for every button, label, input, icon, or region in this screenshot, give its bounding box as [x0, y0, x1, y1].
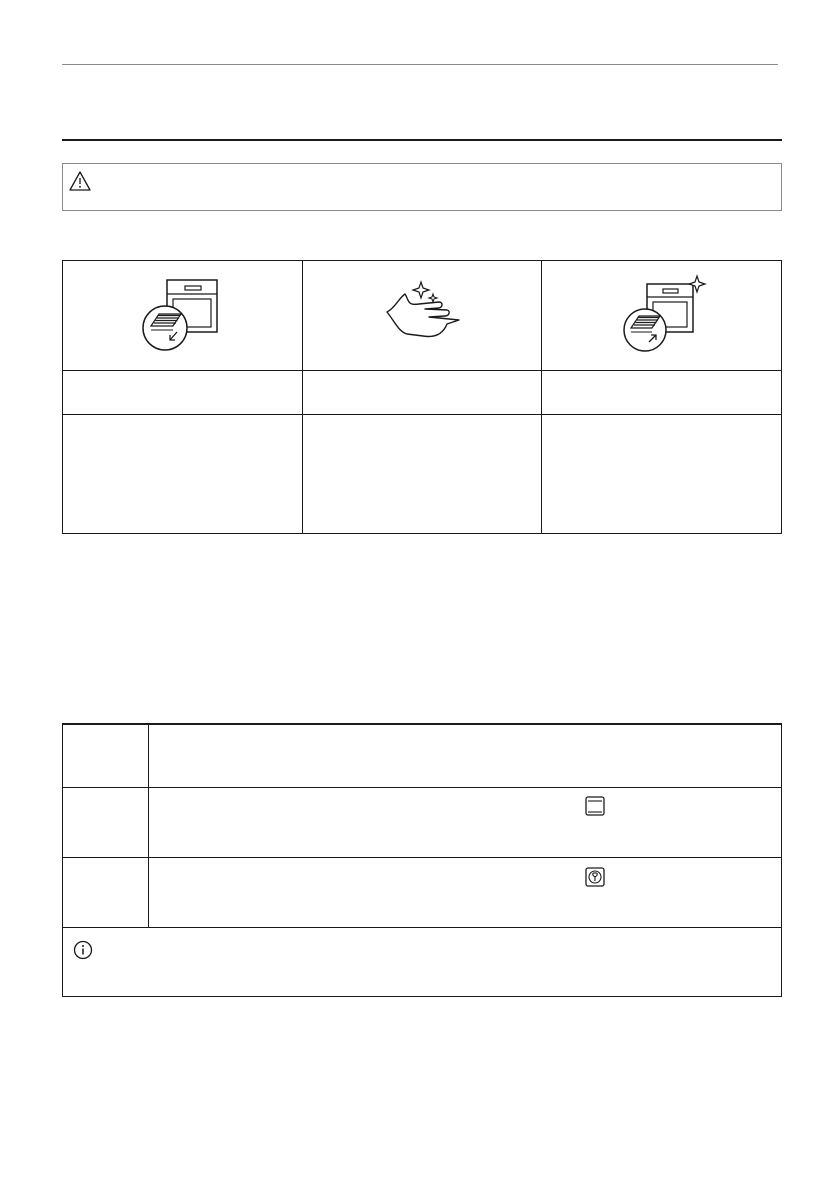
warning-box	[62, 163, 782, 211]
step-2-description	[302, 415, 542, 534]
fan-function-icon	[584, 866, 606, 888]
step-3-description	[542, 415, 782, 534]
usage-step-1-number	[63, 724, 149, 787]
usage-step-2-cell	[149, 787, 782, 857]
step-3-label	[542, 371, 782, 415]
hand-wipe-sparkle-icon	[377, 274, 467, 354]
usage-step-2-number	[63, 787, 149, 857]
oven-remove-accessory-icon	[137, 274, 227, 354]
step-2-icon-cell	[302, 261, 542, 371]
step-1-icon-cell	[63, 261, 303, 371]
step-3-icon-cell	[542, 261, 782, 371]
usage-step-1-text	[149, 724, 782, 787]
warning-triangle-icon	[68, 170, 92, 192]
info-note-cell	[63, 927, 782, 996]
step-1-description	[63, 415, 303, 534]
oven-lamp-icon	[584, 795, 606, 817]
section-rule	[62, 139, 782, 141]
header-rule	[62, 64, 778, 65]
step-2-label	[302, 371, 542, 415]
usage-step-3-number	[63, 857, 149, 927]
usage-step-3-cell	[149, 857, 782, 927]
usage-steps-table	[62, 723, 782, 997]
cleaning-steps-table	[62, 260, 782, 534]
step-1-label	[63, 371, 303, 415]
oven-insert-accessory-icon	[617, 274, 707, 354]
info-icon	[73, 940, 93, 960]
